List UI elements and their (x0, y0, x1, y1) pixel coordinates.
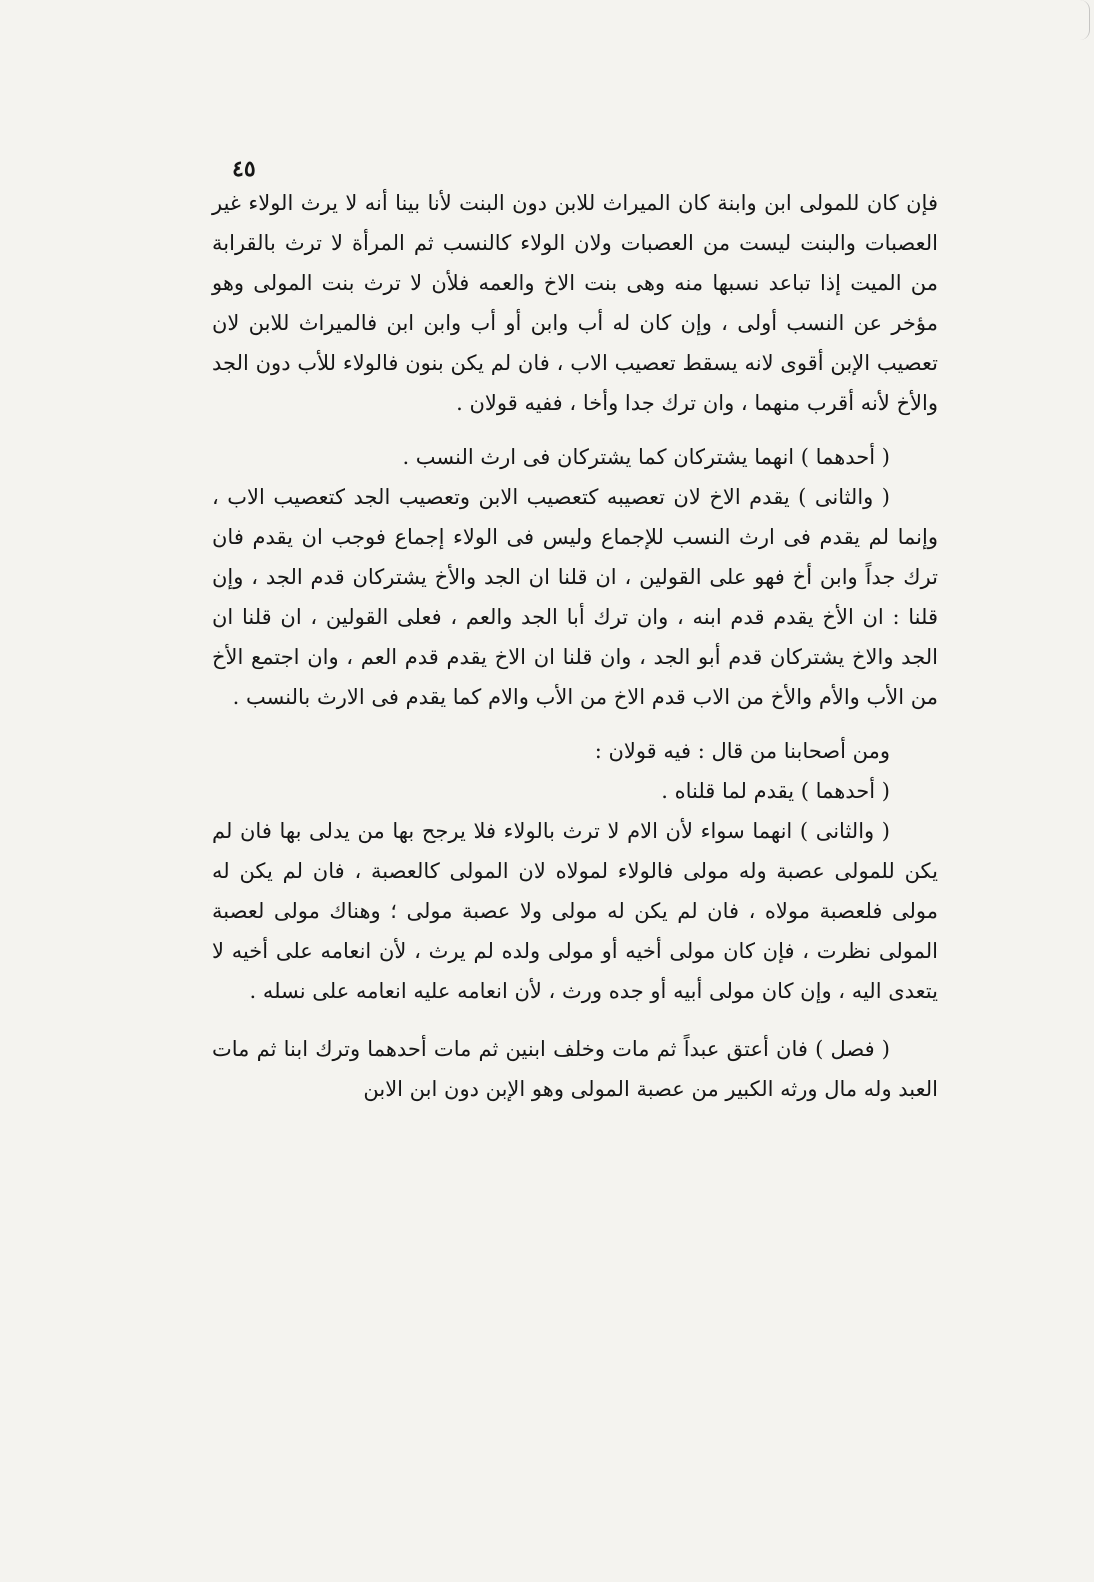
paragraph-section: ( فصل ) فان أعتق عبداً ثم مات وخلف ابنين ثم مات أحدهما وترك ابنا ثم مات العبد وله مال ورثه الكبير من عصبة المولى وهو الإبن دون ابن الابن (212, 1037, 938, 1101)
paragraph-inheritance-rules: فإن كان للمولى ابن وابنة كان الميراث للابن دون البنت لأنا بينا أنه لا يرث الولاء غير العصبات والبنت ليست من العصبات ولان الولاء كالنسب ثم المرأة لا ترث بالقرابة من الميت إذا تباعد نسبها منه وهى بنت الاخ والعمه فلأن لا ترث بنت المولى وهو مؤخر عن النسب أولى ، وإن كان له أب وابن أو أب وابن ابن فالميراث للابن لان تعصيب الإبن أقوى لانه يسقط تعصيب الاب ، فان لم يكن بنون فالولاء للأب دون الجد والأخ لأنه أقرب منهما ، وان ترك جدا وأخا ، ففيه قولان . (212, 191, 938, 415)
paragraph-second-opinion: ( والثانى ) يقدم الاخ لان تعصيبه كتعصيب الابن وتعصيب الجد كتعصيب الاب ، وإنما لم يقدم فى ارث النسب للإجماع وليس فى الولاء إجماع فوجب ان يقدم فان ترك جداً وابن أخ فهو على القولين ، ان قلنا ان الجد والأخ يشتركان قدم الجد ، وإن قلنا : ان الأخ يقدم قدم ابنه ، وان ترك أبا الجد والعم ، فعلى القولين ، ان قلنا ان الجد والاخ يشتركان قدم أبو الجد ، وان قلنا ان الاخ يقدم قدم العم ، وان اجتمع الأخ من الأب والأم والأخ من الاب قدم الاخ من الأب والام كما يقدم فى الارث بالنسب . (212, 485, 938, 709)
body-text (212, 183, 938, 1109)
paragraph-companions-view: ومن أصحابنا من قال : فيه قولان : (594, 739, 890, 763)
paragraph-first-opinion: ( أحدهما ) انهما يشتركان كما يشتركان فى ارث النسب . (402, 445, 890, 469)
page-edge-mark (1079, 0, 1090, 40)
page-number: ٤٥ (232, 156, 256, 182)
paragraph-second-view: ( والثانى ) انهما سواء لأن الام لا ترث بالولاء فلا يرجح بها من يدلى بها فان لم يكن للمولى عصبة وله مولى فالولاء لمولاه لان المولى كالعصبة ، فان لم يكن له مولى فلعصبة مولاه ، فان لم يكن له مولى ولا عصبة مولى ؛ وهناك مولى لعصبة المولى نظرت ، فإن كان مولى أخيه أو مولى ولده لم يرث ، لأن انعامه على أخيه لا يتعدى اليه ، وإن كان مولى أبيه أو جده ورث ، لأن انعامه عليه انعامه على نسله . (212, 819, 938, 1003)
paragraph-first-view: ( أحدهما ) يقدم لما قلناه . (661, 779, 890, 803)
